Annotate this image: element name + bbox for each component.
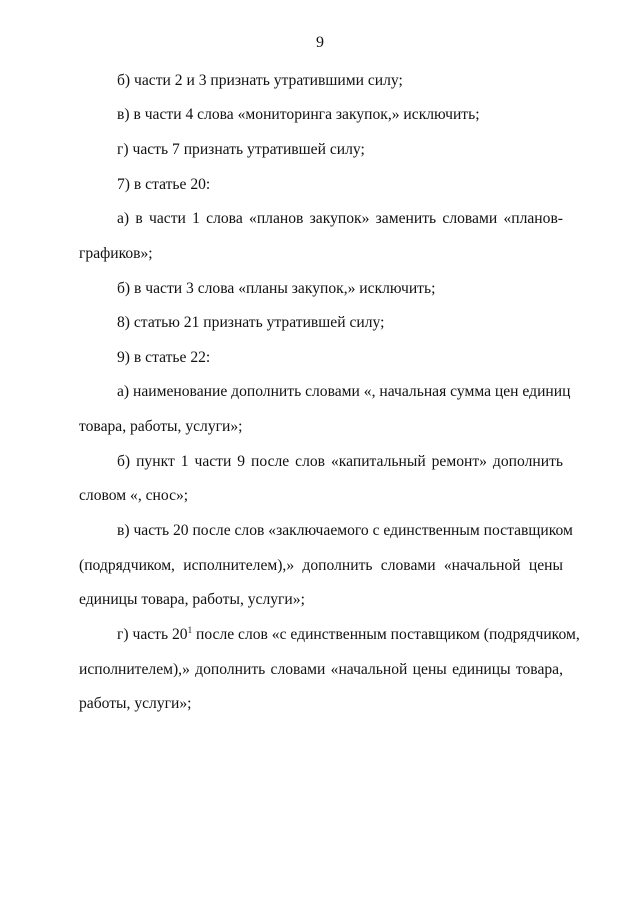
text-line: 7) в статье 20: bbox=[117, 176, 211, 193]
text-line bbox=[79, 625, 580, 645]
text-line: исполнителем),» дополнить словами «начальной цены единицы товара, bbox=[79, 661, 563, 678]
page-number: 9 bbox=[316, 34, 324, 51]
text-line: 9) в статье 22: bbox=[117, 349, 211, 366]
text-line: (подрядчиком, исполнителем),» дополнить словами «начальной цены bbox=[79, 557, 563, 574]
text-line: в) часть 20 после слов «заключаемого с единственным поставщиком bbox=[117, 522, 573, 539]
text-segment: г) часть 20 bbox=[117, 626, 188, 643]
text-line: словом «, снос»; bbox=[79, 487, 189, 504]
text-segment: после слов «с единственным поставщиком (подрядчиком, bbox=[192, 626, 580, 643]
text-line: б) пункт 1 части 9 после слов «капитальный ремонт» дополнить bbox=[117, 453, 563, 470]
text-line: единицы товара, работы, услуги»; bbox=[79, 591, 305, 608]
text-line: 8) статью 21 признать утратившей силу; bbox=[117, 314, 385, 331]
text-line: а) в части 1 слова «планов закупок» заменить словами «планов- bbox=[117, 210, 563, 227]
text-line: графиков»; bbox=[79, 245, 153, 262]
text-line: г) часть 7 признать утратившей силу; bbox=[117, 141, 365, 158]
text-line: б) части 2 и 3 признать утратившими силу; bbox=[117, 72, 403, 89]
text-line: в) в части 4 слова «мониторинга закупок,» исключить; bbox=[117, 106, 480, 123]
text-line: товара, работы, услуги»; bbox=[79, 418, 243, 435]
superscript: 1 bbox=[187, 625, 193, 635]
text-line: б) в части 3 слова «планы закупок,» исключить; bbox=[117, 280, 436, 297]
text-line: работы, услуги»; bbox=[79, 695, 192, 712]
text-line: а) наименование дополнить словами «, начальная сумма цен единиц bbox=[117, 383, 571, 400]
